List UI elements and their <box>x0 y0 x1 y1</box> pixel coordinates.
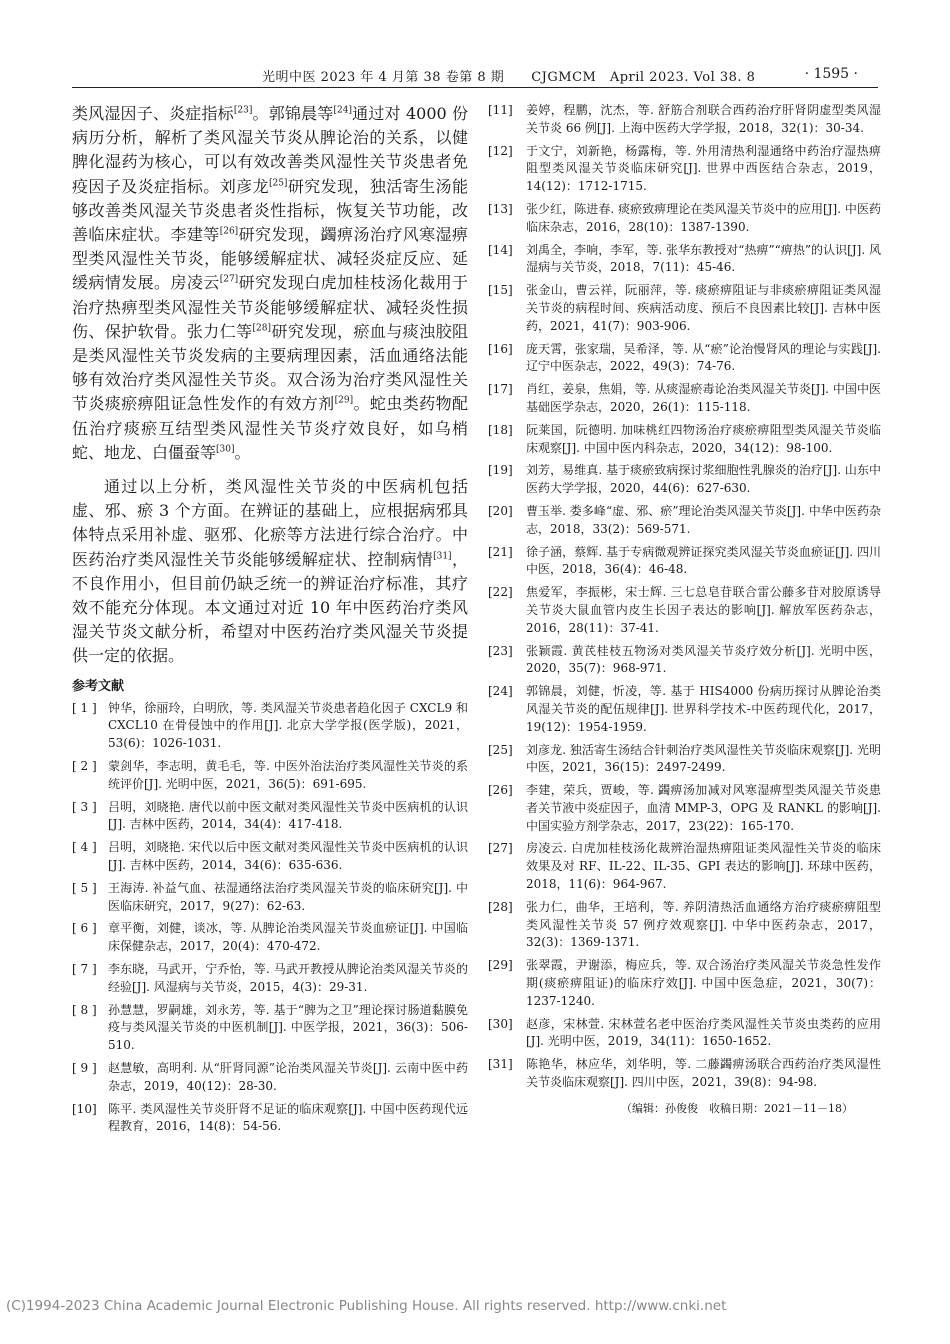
references-heading: 参考文献 <box>72 678 125 694</box>
reference-item: [17] 肖红，姜泉，焦娟，等. 从痰湿瘀毒论治类风湿关节炎[J]. 中国中医基础医学杂志，2020，26(1)：115-118. <box>488 382 881 414</box>
reference-item: [15] 张金山，曹云祥，阮丽萍，等. 痰瘀痹阻证与非痰瘀痹阻证类风湿关节炎的病程时间、疾病活动度、预后不良因素比较[J]. 吉林中医药，2021，41(7)：903-906. <box>488 283 881 333</box>
citation[interactable]: [29] <box>334 396 354 407</box>
citation[interactable]: [24] <box>333 105 352 116</box>
reference-item: [ 6 ] 章平衡，刘健，谈冰，等. 从脾论治类风湿关节炎血瘀证[J]. 中国临床保健杂志，2017，20(4)：470-472. <box>72 921 468 954</box>
reference-item: [10] 陈平. 类风湿性关节炎肝肾不足证的临床观察[J]. 中国中医药现代远程教育，2016，14(8)：54-56. <box>72 1101 468 1134</box>
citation[interactable]: [31] <box>433 551 452 562</box>
running-header <box>72 64 878 88</box>
reference-item: [24] 郭锦晨，刘健，忻凌，等. 基于 HIS4000 份病历探讨从脾论治类风湿关节炎的配伍规律[J]. 世界科学技术-中医药现代化，2017，19(12)：1954-1959. <box>488 684 881 734</box>
left-column <box>72 102 468 1141</box>
reference-item: [31] 陈艳华，林应华，刘华明，等. 二藤蠲痹汤联合西药治疗类风湿性关节炎临床观察[J]. 四川中医，2021，39(8)：94-98. <box>488 1057 881 1090</box>
reference-item: [ 4 ] 吕明，刘晓艳. 宋代以后中医文献对类风湿性关节炎中医病机的认识[J]. 吉林中医药，2014，34(6)：635-636. <box>72 840 468 873</box>
reference-item: [ 1 ] 钟华，徐丽玲，白明欣，等. 类风湿关节炎患者趋化因子 CXCL9 和 CXCL10 在骨侵蚀中的作用[J]. 北京大学学报(医学版)，2021，53(6)：1026-1031. <box>72 700 468 751</box>
citation[interactable]: [26] <box>219 226 239 237</box>
reference-item: [21] 徐子涵，蔡辉. 基于专病微观辨证探究类风湿关节炎血瘀证[J]. 四川中医，2018，36(4)：46-48. <box>488 544 881 577</box>
reference-item: [20] 曹玉举. 娄多峰“虚、邪、瘀”理论治类风湿关节炎[J]. 中华中医药杂志，2018，33(2)：569-571. <box>488 503 881 536</box>
citation[interactable]: [27] <box>219 275 239 286</box>
reference-item: [16] 庞天霄，张家瑞，吴希泽，等. 从“瘀”论治慢肾风的理论与实践[J]. 辽宁中医杂志，2022，49(3)：74-76. <box>488 341 881 374</box>
reference-item: [ 2 ] 蒙剑华，李志明，黄毛毛，等. 中医外治法治疗类风湿性关节炎的系统评价[J]. 光明中医，2021，36(5)：691-695. <box>72 759 468 791</box>
right-column <box>488 102 881 1116</box>
editor-note: （编辑：孙俊俊 收稿日期：2021－11－18） <box>621 1101 853 1115</box>
reference-list-left <box>72 700 468 1137</box>
body-paragraph-2: 通过以上分析，类风湿性关节炎的中医病机包括虚、邪、瘀 3 个方面。在辨证的基础上，应根据病邪具体特点采用补虚、驱邪、化瘀等方法进行综合治疗。中医药治疗类风湿性关节炎能够缓解症状、控制病情[31]，不良作用小，但目前仍缺乏统一的辨证治疗标准，其疗效不能充分体现。本文通过对近 10 年中医药治疗类风湿关节炎文献分析，希望对中医药治疗类风湿关节炎提供一定的依据。 <box>72 477 468 666</box>
reference-item: [13] 张少红，陈进春. 痰瘀致痹理论在类风湿关节炎中的应用[J]. 中医药临床杂志，2016，28(10)：1387-1390. <box>488 201 881 234</box>
reference-item: [18] 阮莱国，阮德明. 加味桃红四物汤治疗痰瘀痹阻型类风湿关节炎临床观察[J]. 中国中医内科杂志，2020，34(12)：98-100. <box>488 422 881 455</box>
reference-item: [30] 赵彦，宋林萱. 宋林萱名老中医治疗类风湿性关节炎虫类药的应用[J]. 光明中医，2019，34(11)：1650-1652. <box>488 1016 881 1049</box>
reference-item: [ 5 ] 王海涛. 补益气血、祛湿通络法治疗类风湿关节炎的临床研究[J]. 中医临床研究，2017，9(27)：62-63. <box>72 880 468 913</box>
citation[interactable]: [30] <box>216 444 235 455</box>
reference-item: [27] 房凌云. 白虎加桂枝汤化裁辨治湿热痹阻证类风湿性关节炎的临床效果及对 RF、IL-22、IL-35、GPI 表达的影响[J]. 环球中医药，2018，11(6)：964-967. <box>488 841 881 892</box>
citation[interactable]: [28] <box>252 323 272 334</box>
reference-list-right <box>488 102 881 1092</box>
copyright-footer: (C)1994-2023 China Academic Journal Electronic Publishing House. All rights reserved. http://www.cnki.net <box>6 1298 727 1314</box>
reference-item: [ 8 ] 孙慧慧，罗嗣雄，刘永芳，等. 基于“脾为之卫”理论探讨肠道黏膜免疫与类风湿关节炎的中医机制[J]. 中医学报，2021，36(3)：506-510. <box>72 1002 468 1053</box>
reference-item: [12] 于文宁，刘新艳，杨露梅，等. 外用清热利湿通络中药治疗湿热痹阻型类风湿关节炎临床研究[J]. 世界中西医结合杂志，2019，14(12)：1712-1715. <box>488 143 881 194</box>
reference-item: [ 3 ] 吕明，刘晓艳. 唐代以前中医文献对类风湿性关节炎中医病机的认识[J]. 吉林中医药，2014，34(4)：417-418. <box>72 799 468 832</box>
reference-item: [23] 张颖霞. 黄芪桂枝五物汤对类风湿关节炎疗效分析[J]. 光明中医，2020，35(7)：968-971. <box>488 643 881 676</box>
reference-item: [14] 刘禹全，李响，李军，等. 张华东教授对“热痹”“痹热”的认识[J]. 风湿病与关节炎，2018，7(11)：45-46. <box>488 242 881 275</box>
reference-item: [ 7 ] 李东晓，马武开，宁乔怡，等. 马武开教授从脾论治类风湿关节炎的经验[J]. 风湿病与关节炎，2015，4(3)：29-31. <box>72 962 468 994</box>
citation[interactable]: [23] <box>233 105 253 116</box>
journal-info: 光明中医 2023 年 4 月第 38 卷第 8 期 CJGMCM April 2023. Vol 38. 8 <box>262 70 756 85</box>
citation[interactable]: [25] <box>268 178 288 189</box>
reference-item: [ 9 ] 赵慧敏，高明利. 从“肝肾同源”论治类风湿关节炎[J]. 云南中医中药杂志，2019，40(12)：28-30. <box>72 1061 468 1093</box>
page-number: · 1595 · <box>804 66 858 82</box>
reference-item: [19] 刘芳，易维真. 基于痰瘀致病探讨浆细胞性乳腺炎的治疗[J]. 山东中医药大学学报，2020，44(6)：627-630. <box>488 463 881 496</box>
reference-item: [26] 李建，荣兵，贾峻，等. 蠲痹汤加减对风寒湿痹型类风湿关节炎患者关节液中炎症因子，血清 MMP-3，OPG 及 RANKL 的影响[J]. 中国实验方剂学杂志，2017，23(22)：165-170. <box>488 783 881 833</box>
reference-item: [25] 刘彦龙. 独活寄生汤结合针刺治疗类风湿性关节炎临床观察[J]. 光明中医，2021，36(15)：2497-2499. <box>488 742 881 775</box>
reference-item: [11] 姜婷，程鹏，沈杰，等. 舒筋合剂联合西药治疗肝肾阴虚型类风湿关节炎 66 例[J]. 上海中医药大学学报，2018，32(1)：30-34. <box>488 103 881 135</box>
reference-item: [29] 张翠霞，尹谢添，梅应兵，等. 双合汤治疗类风湿关节炎急性发作期(痰瘀痹阻证)的临床疗效[J]. 中国中医急症，2021，30(7)：1237-1240. <box>488 958 881 1008</box>
body-paragraph-1: 类风湿因子、炎症指标[23]。郭锦晨等[24]通过对 4000 份病历分析，解析了类风湿关节炎从脾论治的关系，以健脾化湿药为核心，可以有效改善类风湿性关节炎患者免疫因子及炎症指标。刘彦龙[25]研究发现，独活寄生汤能够改善类风湿关节炎患者炎性指标，恢复关节功能，改善临床症状。李建等[26]研究发现，蠲痹汤治疗风寒湿痹型类风湿性关节炎，能够缓解症状、减轻炎症反应、延缓病情发展。房凌云[27]研究发现白虎加桂枝汤化裁用于治疗热痹型类风湿性关节炎能够缓解症状、减轻炎性损伤、保护软骨。张力仁等[28]研究发现，瘀血与痰浊胶阻是类风湿性关节炎发病的主要病理因素，活血通络法能够有效治疗类风湿性关节炎。双合汤为治疗类风湿性关节炎痰瘀痹阻证急性发作的有效方剂[29]。蛇虫类药物配伍治疗痰瘀互结型类风湿性关节炎疗效良好，如乌梢蛇、地龙、白僵蚕等[30]。 <box>72 104 468 462</box>
reference-item: [22] 焦爱军，李振彬，宋士辉. 三七总皂苷联合雷公藤多苷对胶原诱导关节炎大鼠血管内皮生长因子表达的影响[J]. 解放军医药杂志，2016，28(11)：37-41. <box>488 585 881 635</box>
reference-item: [28] 张力仁，曲华，王培利，等. 养阴清热活血通络方治疗痰瘀痹阻型类风湿性关节炎 57 例疗效观察[J]. 中华中医药杂志，2017，32(3)：1369-1371. <box>488 899 881 950</box>
